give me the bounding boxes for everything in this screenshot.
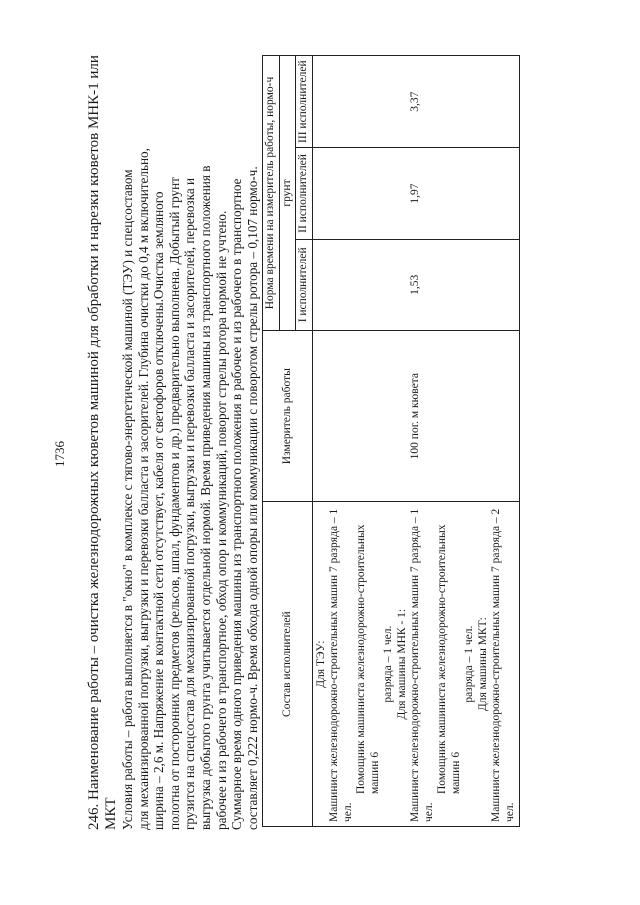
header-meter: Измеритель работы [263, 331, 313, 502]
header-soil-type: III исполнителей [296, 56, 313, 148]
composition-line: Машинист железнодорожно-строительных машин 7 разряда – 1 чел. [328, 508, 354, 822]
header-soil-type: II исполнителей [296, 148, 313, 239]
meter-value: 100 пог. м кювета [312, 331, 520, 502]
composition-line: разряда – 1 чел. [463, 625, 475, 703]
table-row [312, 56, 520, 827]
conditions-line: Суммарное время одного приведения машины из транспортного положения в рабочее и из рабочего в транспортное [229, 178, 245, 830]
conditions-line: рабочее и из рабочего в транспортное, обход опор и коммуникаций, поворот стрелы ротора нормой не учтено. [213, 210, 229, 830]
norm-value: 3,37 [312, 56, 520, 148]
conditions-line: ширина – 2,6 м. Напряжение в контактной сети отсутствует, кабеля от светофоров отключены.Очистка земляного [151, 191, 167, 830]
conditions-line: выгрузка добытого грунта учитывается отдельной нормой. Время приведения машины из транспортного положения в [197, 165, 213, 830]
composition-line: разряда – 1 чел. [382, 625, 394, 703]
norm-value: 1,97 [312, 148, 520, 239]
conditions-line: грузится на спецсостав для механизированной погрузки, выгрузки и перевозки балласта и засорителей, перевозка и [182, 177, 198, 830]
teu-heading: Для ТЭУ: [314, 640, 327, 688]
composition-cell [312, 502, 520, 827]
composition-line: Помощник машиниста железнодорожно-строительных машин 6 [355, 524, 381, 794]
header-composition: Состав исполнителей [263, 502, 313, 827]
header-norm: Норма времени на измеритель работы, нормо-ч [263, 56, 280, 331]
conditions-line: составляет 0,222 нормо-ч. Время обхода одной опоры или коммуникации с поворотом стрелы ротора – 0,107 нормо-ч. [244, 166, 260, 830]
conditions-line: Условия работы – работа выполняется в "окно" в комплексе с тягово-энергетической машиной (ТЭУ) и спецсоставом [120, 169, 135, 830]
header-soil-type: I исполнителей [296, 239, 313, 330]
mkt-heading: Для машины МКТ: [476, 617, 489, 712]
composition-line: Машинист железнодорожно-строительных машин 7 разряда – 2 чел. [490, 508, 516, 822]
conditions-line: полотна от посторонних предметов (рельсов, шпал, фундаментов и др.) предварительно выполнена. Добытый грунт [166, 177, 182, 830]
work-conditions [120, 48, 260, 830]
mnk-heading: Для машины МНК - 1: [395, 608, 408, 720]
norms-table [262, 55, 520, 827]
work-title: 246. Наименование работы – очистка железнодорожных кюветов машиной для обработки и нарезки кюветов МНК-1 или МКТ [86, 55, 119, 830]
page-number: 1736 [52, 441, 67, 467]
header-row [263, 56, 280, 827]
conditions-line: для механизированной погрузки, выгрузки и перевозки балласта и засорителей. Глубина очистки до 0,4 м включительно, [135, 148, 151, 830]
composition-line: Помощник машиниста железнодорожно-строительных машин 6 [436, 524, 462, 794]
norm-value: 1,53 [312, 239, 520, 330]
composition-line: Машинист железнодорожно-строительных машин 7 разряда – 1 чел. [409, 508, 435, 822]
header-soil: грунт [279, 56, 296, 331]
